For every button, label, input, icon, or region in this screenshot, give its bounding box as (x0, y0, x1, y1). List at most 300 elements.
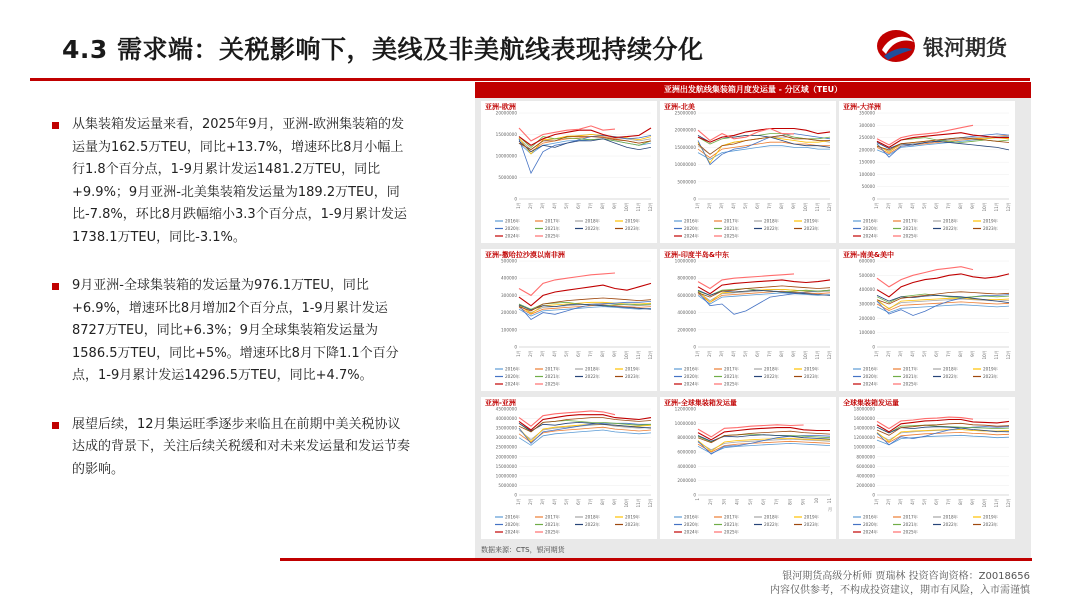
y-tick-label: 50000 (861, 184, 875, 190)
x-tick-label: 3月 (540, 498, 545, 505)
x-tick-label: 2月 (886, 350, 891, 357)
y-tick-label: 40000000 (495, 416, 517, 422)
chart-card (481, 397, 657, 539)
x-tick-label: 10月 (982, 202, 987, 212)
legend-label: 2018年 (764, 514, 779, 520)
y-tick-label: 0 (872, 196, 875, 202)
y-tick-label: 100000 (859, 171, 875, 177)
chart-card (660, 397, 836, 539)
x-tick-label: 1月 (516, 202, 521, 209)
legend-label: 2023年 (804, 522, 819, 527)
legend-label: 2019年 (625, 218, 640, 224)
y-tick-label: 0 (872, 344, 875, 350)
series-line (877, 138, 1009, 150)
legend-label: 2018年 (943, 366, 958, 372)
bullet-item: 9月亚洲-全球集装箱的发运量为976.1万TEU，同比+6.9%，增速环比8月增加2个百分点，1-9月累计发运8727万TEU，同比+6.3%；9月全球集装箱发运量为1586.5万TEU，同比+5%。增速环比8月下降1.1个百分点，1-9月累计发运14296.5万TEU，同比+4.7%。 (52, 275, 412, 388)
chart-title: 亚洲-印度半岛&中东 (664, 251, 730, 259)
x-tick-label: 3月 (719, 350, 724, 357)
x-tick-label: 2月 (707, 202, 712, 209)
line-chart (839, 397, 1015, 539)
legend-label: 2016年 (684, 366, 699, 372)
legend-label: 2024年 (505, 529, 520, 535)
series-line (519, 427, 651, 442)
legend-label: 2024年 (684, 529, 699, 535)
x-tick-label: 12月 (1006, 350, 1011, 360)
x-tick-label: 11 (827, 498, 832, 504)
legend-label: 2016年 (863, 366, 878, 372)
x-tick-label: 1 (695, 498, 700, 501)
legend-label: 2022年 (764, 226, 779, 231)
x-tick-label: 12月 (648, 202, 653, 212)
y-tick-label: 0 (514, 344, 517, 350)
y-tick-label: 20000000 (495, 454, 517, 460)
y-tick-label: 5000000 (498, 175, 517, 180)
series-line (698, 293, 830, 304)
x-tick-label: 1月 (874, 350, 879, 357)
y-tick-label: 200000 (859, 147, 875, 153)
legend-label: 2019年 (983, 514, 998, 520)
legend-label: 2018年 (943, 218, 958, 224)
legend-label: 2025年 (903, 381, 918, 387)
x-tick-label: 11月 (994, 498, 999, 508)
y-tick-label: 500000 (859, 272, 875, 278)
legend-label: 2022年 (943, 374, 958, 379)
x-tick-label: 2月 (708, 498, 714, 505)
legend-label: 2021年 (903, 226, 918, 231)
y-tick-label: 300000 (501, 292, 517, 298)
x-tick-label: 11月 (994, 202, 999, 212)
legend-label: 2025年 (724, 381, 739, 387)
legend-label: 2021年 (545, 374, 560, 379)
x-tick-label: 8月 (958, 202, 963, 209)
x-tick-label: 1月 (695, 202, 700, 209)
y-tick-label: 18000000 (853, 406, 875, 412)
x-tick-label: 6月 (761, 498, 766, 505)
y-tick-label: 0 (693, 492, 696, 498)
legend-label: 2022年 (764, 374, 779, 379)
legend-label: 2020年 (863, 226, 878, 231)
x-tick-label: 8月 (600, 350, 605, 357)
legend-label: 2017年 (903, 218, 918, 224)
legend-label: 2022年 (943, 522, 958, 527)
x-tick-label: 8月 (787, 498, 793, 505)
y-tick-label: 4000000 (677, 463, 696, 469)
legend-label: 2020年 (505, 522, 520, 527)
legend-label: 2023年 (625, 522, 640, 527)
x-tick-label: 9月 (612, 498, 617, 505)
x-tick-label: 2月 (886, 498, 891, 505)
chart-title: 亚洲-南美&美中 (843, 251, 895, 259)
y-tick-label: 6000000 (677, 292, 696, 298)
y-tick-label: 12000000 (674, 406, 696, 412)
y-tick-label: 0 (693, 344, 696, 350)
y-tick-label: 15000000 (674, 144, 696, 150)
x-tick-label: 4月 (910, 202, 915, 209)
legend-label: 2024年 (863, 233, 878, 239)
legend-label: 2024年 (684, 233, 699, 239)
x-tick-label: 11月 (994, 350, 999, 360)
legend-label: 2023年 (804, 226, 819, 231)
x-tick-label: 9月 (791, 350, 796, 357)
legend-label: 2021年 (903, 374, 918, 379)
x-tick-label: 3月 (540, 350, 545, 357)
legend-label: 2016年 (505, 218, 520, 224)
y-tick-label: 5000000 (677, 179, 696, 185)
series-line (877, 135, 1009, 153)
legend-label: 2024年 (684, 381, 699, 387)
x-tick-label: 9月 (970, 350, 975, 357)
y-tick-label: 6000000 (677, 449, 696, 455)
x-tick-label: 9月 (970, 498, 975, 505)
y-tick-label: 10000000 (674, 420, 696, 426)
x-tick-label: 12月 (827, 350, 832, 360)
page-title: 4.3 需求端：关税影响下，美线及非美航线表现持续分化 (62, 35, 704, 64)
chart-card (660, 249, 836, 391)
x-tick-label: 7月 (946, 350, 951, 357)
legend-label: 2017年 (903, 514, 918, 520)
x-tick-label: 2月 (707, 350, 712, 357)
x-tick-label: 4月 (731, 350, 736, 357)
series-line (698, 425, 804, 437)
legend-label: 2019年 (983, 218, 998, 224)
y-tick-label: 350000 (859, 110, 875, 116)
y-tick-label: 10000000 (674, 258, 696, 264)
y-tick-label: 300000 (859, 122, 875, 128)
legend-label: 2025年 (724, 529, 739, 535)
x-tick-label: 3月 (898, 350, 903, 357)
y-tick-label: 25000000 (495, 444, 517, 450)
series-line (877, 435, 1009, 445)
x-tick-label: 11月 (815, 350, 820, 360)
x-tick-label: 12月 (648, 350, 653, 360)
legend-label: 2018年 (585, 218, 600, 224)
legend-label: 2022年 (585, 522, 600, 527)
x-tick-label: 12月 (1006, 498, 1011, 508)
y-tick-label: 10000000 (495, 153, 517, 159)
chart-title: 亚洲-撒哈拉沙漠以南非洲 (485, 251, 565, 259)
legend-label: 2023年 (983, 226, 998, 231)
x-tick-label: 10月 (624, 202, 629, 212)
x-tick-label: 10 (813, 498, 819, 504)
footer-disclaimer: 内容仅供参考，不构成投资建议，期市有风险，入市需谨慎 (770, 585, 1030, 596)
legend-label: 2023年 (983, 374, 998, 379)
x-tick-label: 10月 (982, 350, 987, 360)
x-tick-label: 2月 (528, 202, 533, 209)
x-tick-label: 4月 (552, 350, 557, 357)
x-tick-label: 7月 (946, 498, 951, 505)
x-tick-label: 5月 (743, 202, 748, 209)
line-chart (839, 101, 1015, 243)
x-tick-label: 6月 (934, 498, 939, 505)
legend-label: 2019年 (804, 218, 819, 224)
x-tick-label: 8月 (779, 202, 784, 209)
legend-label: 2023年 (625, 374, 640, 379)
y-tick-label: 100000 (859, 330, 875, 336)
y-tick-label: 10000000 (674, 162, 696, 168)
x-tick-label: 9月 (612, 202, 617, 209)
legend-label: 2018年 (764, 366, 779, 372)
legend-label: 2020年 (863, 374, 878, 379)
legend-label: 2018年 (585, 366, 600, 372)
chart-title: 亚洲-北美 (664, 103, 695, 111)
logo-text: 银河期货 (923, 36, 1007, 60)
legend-label: 2016年 (684, 514, 699, 520)
x-tick-label: 10月 (803, 350, 808, 360)
x-tick-label: 3月 (898, 498, 903, 505)
bullet-list (52, 114, 412, 507)
x-tick-label: 4月 (910, 350, 915, 357)
legend-label: 2018年 (585, 514, 600, 520)
x-tick-note: 月 (827, 508, 833, 513)
x-tick-label: 9月 (970, 202, 975, 209)
legend-label: 2020年 (505, 374, 520, 379)
legend-label: 2019年 (983, 366, 998, 372)
legend-label: 2019年 (625, 514, 640, 520)
legend-label: 2018年 (764, 218, 779, 224)
x-tick-label: 4月 (734, 498, 740, 505)
x-tick-label: 4月 (552, 202, 557, 209)
bottom-divider (280, 558, 1032, 561)
legend-label: 2025年 (903, 233, 918, 239)
y-tick-label: 20000000 (495, 110, 517, 116)
x-tick-label: 6月 (755, 350, 760, 357)
x-tick-label: 8月 (600, 498, 605, 505)
legend-label: 2019年 (804, 366, 819, 372)
line-chart (481, 249, 657, 391)
legend-label: 2024年 (505, 233, 520, 239)
legend-label: 2020年 (863, 522, 878, 527)
x-tick-label: 6月 (576, 202, 581, 209)
x-tick-label: 3月 (540, 202, 545, 209)
bullet-item: 展望后续，12月集运旺季逐步来临且在前期中美关税协议达成的背景下，关注后续关税缓和对未来发运量和发运节奏的影响。 (52, 414, 412, 482)
x-tick-label: 9月 (800, 498, 806, 505)
legend-label: 2017年 (724, 366, 739, 372)
y-tick-label: 8000000 (856, 454, 875, 460)
legend-label: 2016年 (505, 514, 520, 520)
legend-label: 2025年 (545, 529, 560, 535)
y-tick-label: 30000000 (495, 435, 517, 441)
x-tick-label: 1月 (516, 350, 521, 357)
chart-panel (475, 82, 1031, 558)
y-tick-label: 25000000 (674, 110, 696, 116)
y-tick-label: 0 (514, 492, 517, 498)
y-tick-label: 250000 (859, 135, 875, 141)
x-tick-label: 7月 (774, 498, 780, 505)
legend-label: 2017年 (545, 366, 560, 372)
panel-title: 亚洲出发航线集装箱月度发运量 - 分区域（TEU） (475, 82, 1031, 98)
legend-label: 2019年 (804, 514, 819, 520)
x-tick-label: 6月 (576, 498, 581, 505)
legend-label: 2022年 (943, 226, 958, 231)
legend-label: 2022年 (585, 374, 600, 379)
x-tick-label: 2月 (528, 350, 533, 357)
x-tick-label: 10月 (624, 350, 629, 360)
x-tick-label: 6月 (755, 202, 760, 209)
x-tick-label: 11月 (815, 202, 820, 212)
series-line (877, 267, 973, 287)
x-tick-label: 5月 (564, 202, 569, 209)
y-tick-label: 20000000 (674, 127, 696, 133)
legend-label: 2022年 (764, 522, 779, 527)
x-tick-label: 6月 (934, 202, 939, 209)
legend-label: 2024年 (863, 381, 878, 387)
legend-label: 2021年 (724, 374, 739, 379)
legend-label: 2020年 (505, 226, 520, 231)
legend-label: 2021年 (545, 226, 560, 231)
y-tick-label: 45000000 (495, 406, 517, 412)
legend-label: 2023年 (983, 522, 998, 527)
y-tick-label: 0 (693, 196, 696, 202)
x-tick-label: 5月 (743, 350, 748, 357)
x-tick-label: 7月 (946, 202, 951, 209)
legend-label: 2021年 (724, 522, 739, 527)
y-tick-label: 600000 (859, 258, 875, 264)
legend-label: 2016年 (684, 218, 699, 224)
title-divider (30, 78, 1030, 81)
y-tick-label: 100000 (501, 327, 517, 333)
x-tick-label: 2月 (528, 498, 533, 505)
x-tick-label: 6月 (934, 350, 939, 357)
x-tick-label: 8月 (958, 350, 963, 357)
chart-card (481, 101, 657, 243)
legend-label: 2025年 (545, 233, 560, 239)
x-tick-label: 5月 (922, 498, 927, 505)
x-tick-label: 12月 (1006, 202, 1011, 212)
chart-title: 全球集装箱发运量 (843, 399, 899, 407)
y-tick-label: 16000000 (853, 416, 875, 422)
legend-label: 2017年 (903, 366, 918, 372)
source-note: 数据来源：CTS，银河期货 (481, 546, 565, 554)
x-tick-label: 10月 (803, 202, 808, 212)
chart-title: 亚洲-大洋洲 (843, 103, 881, 111)
line-chart (481, 397, 657, 539)
x-tick-label: 8月 (958, 498, 963, 505)
x-tick-label: 5月 (922, 350, 927, 357)
x-tick-label: 6月 (576, 350, 581, 357)
y-tick-label: 5000000 (498, 482, 517, 488)
y-tick-label: 4000000 (856, 473, 875, 479)
legend-label: 2016年 (863, 514, 878, 520)
y-tick-label: 0 (514, 196, 517, 202)
chart-card (839, 101, 1015, 243)
chart-title: 亚洲-欧洲 (485, 103, 516, 111)
x-tick-label: 3月 (719, 202, 724, 209)
line-chart (660, 101, 836, 243)
x-tick-label: 7月 (767, 350, 772, 357)
y-tick-label: 200000 (859, 315, 875, 321)
logo-mark-icon (877, 30, 915, 62)
x-tick-label: 7月 (767, 202, 772, 209)
legend-label: 2019年 (625, 366, 640, 372)
x-tick-label: 3月 (898, 202, 903, 209)
x-tick-label: 12月 (648, 498, 653, 508)
chart-card (839, 249, 1015, 391)
y-tick-label: 35000000 (495, 425, 517, 431)
line-chart (660, 249, 836, 391)
chart-card (660, 101, 836, 243)
legend-label: 2024年 (863, 529, 878, 535)
x-tick-label: 11月 (636, 350, 641, 360)
y-tick-label: 6000000 (856, 463, 875, 469)
chart-title: 亚洲-全球集装箱发运量 (664, 399, 737, 407)
x-tick-label: 10月 (982, 498, 987, 508)
legend-label: 2017年 (545, 514, 560, 520)
y-tick-label: 2000000 (677, 478, 696, 484)
x-tick-label: 4月 (910, 498, 915, 505)
legend-label: 2020年 (684, 522, 699, 527)
x-tick-label: 5月 (747, 498, 753, 505)
series-line (877, 295, 1009, 316)
legend-label: 2025年 (724, 233, 739, 239)
x-tick-label: 1月 (695, 350, 700, 357)
line-chart (481, 101, 657, 243)
y-tick-label: 15000000 (495, 463, 517, 469)
x-tick-label: 1月 (874, 498, 879, 505)
x-tick-label: 8月 (600, 202, 605, 209)
x-tick-label: 7月 (588, 202, 593, 209)
y-tick-label: 150000 (859, 159, 875, 165)
legend-label: 2024年 (505, 381, 520, 387)
x-tick-label: 11月 (636, 202, 641, 212)
bullet-item: 从集装箱发运量来看，2025年9月，亚洲-欧洲集装箱的发运量为162.5万TEU，同比+13.7%，增速环比8月小幅上行1.8个百分点，1-9月累计发运1481.2万TEU，同比+9.9%；9月亚洲-北美集装箱发运量为189.2万TEU，同比-7.8%，环比8月跌幅缩小3.3个百分点，1-9月累计发运1738.1万TEU，同比-3.1%。 (52, 114, 412, 249)
chart-card (481, 249, 657, 391)
y-tick-label: 0 (872, 492, 875, 498)
y-tick-label: 400000 (859, 287, 875, 293)
y-tick-label: 2000000 (856, 482, 875, 488)
x-tick-label: 7月 (588, 498, 593, 505)
legend-label: 2022年 (585, 226, 600, 231)
x-tick-label: 12月 (827, 202, 832, 212)
series-line (519, 273, 615, 295)
y-tick-label: 200000 (501, 310, 517, 316)
x-tick-label: 9月 (791, 202, 796, 209)
y-tick-label: 15000000 (495, 132, 517, 137)
legend-label: 2016年 (863, 218, 878, 224)
legend-label: 2021年 (545, 522, 560, 527)
legend-label: 2017年 (724, 514, 739, 520)
legend-label: 2018年 (943, 514, 958, 520)
legend-label: 2025年 (903, 529, 918, 535)
x-tick-label: 11月 (636, 498, 641, 508)
legend-label: 2023年 (625, 226, 640, 231)
x-tick-label: 5月 (564, 498, 569, 505)
y-tick-label: 14000000 (853, 425, 875, 431)
x-tick-label: 1月 (516, 498, 521, 505)
y-tick-label: 500000 (501, 258, 517, 264)
y-tick-label: 8000000 (677, 435, 696, 441)
line-chart (660, 397, 836, 539)
x-tick-label: 4月 (731, 202, 736, 209)
legend-label: 2016年 (505, 366, 520, 372)
chart-title: 亚洲-亚洲 (485, 399, 516, 407)
y-tick-label: 10000000 (853, 444, 875, 450)
legend-label: 2017年 (724, 218, 739, 224)
legend-label: 2023年 (804, 374, 819, 379)
y-tick-label: 400000 (501, 275, 517, 281)
x-tick-label: 8月 (779, 350, 784, 357)
legend-label: 2020年 (684, 226, 699, 231)
footer-analyst: 银河期货高级分析师 贾瑞林 投资咨询资格：Z0018656 (782, 571, 1030, 582)
legend-label: 2020年 (684, 374, 699, 379)
y-tick-label: 4000000 (677, 310, 696, 316)
legend-label: 2025年 (545, 381, 560, 387)
y-tick-label: 2000000 (677, 327, 696, 333)
chart-card (839, 397, 1015, 539)
y-tick-label: 10000000 (495, 473, 517, 479)
line-chart (839, 249, 1015, 391)
x-tick-label: 10月 (624, 498, 629, 508)
x-tick-label: 2月 (886, 202, 891, 209)
